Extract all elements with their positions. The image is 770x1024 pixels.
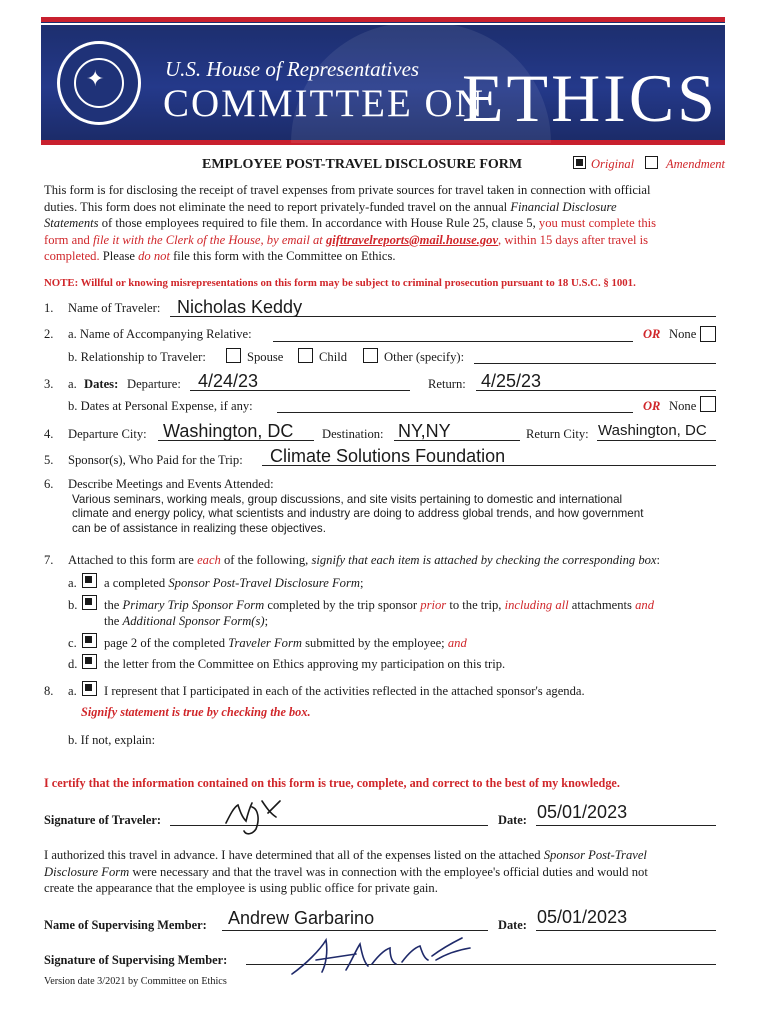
q3b-label: b. Dates at Personal Expense, if any:: [68, 399, 253, 413]
traveler-signature[interactable]: [222, 795, 302, 841]
departure-label: Departure:: [127, 377, 181, 391]
intro-line-4-red: form and: [44, 232, 90, 247]
intro-line-5-tail: file this form with the Committee on Ethics.: [173, 249, 396, 263]
intro-line-2-text: duties. This form does not eliminate the need to report privately-funded travel on the annual: [44, 199, 508, 214]
white-stripe: [41, 23, 725, 25]
intro-line-5: [44, 248, 656, 265]
q8b-label: b. If not, explain:: [68, 733, 156, 747]
q3b-or: OR: [643, 399, 661, 413]
banner-committee: COMMITTEE ON: [163, 82, 485, 125]
q7b-and: and: [635, 598, 654, 612]
auth-line-1-text: I authorized this travel in advance. I have determined that all of the expenses listed on the attached: [44, 848, 541, 862]
original-label: Original: [591, 157, 635, 171]
intro-line-2-italic: Financial Disclosure: [510, 199, 617, 214]
q1-number: 1.: [44, 301, 54, 315]
banner-ethics: ETHICS: [462, 60, 718, 136]
supervisor-name-field[interactable]: Andrew Garbarino: [228, 908, 375, 928]
q7b-t3: to the trip,: [449, 598, 502, 612]
q7c-t1: page 2 of the completed: [104, 636, 225, 650]
q7c-letter: c.: [68, 636, 77, 650]
q7a-checkbox[interactable]: [82, 573, 97, 588]
supervisor-date-label: Date:: [498, 918, 527, 932]
traveler-signature-label: Signature of Traveler:: [44, 813, 162, 827]
supervisor-name-label: Name of Supervising Member:: [44, 918, 207, 932]
return-city-field[interactable]: Washington, DC: [598, 422, 707, 439]
q7-intro-a: Attached to this form are: [68, 553, 194, 567]
amendment-checkbox[interactable]: [645, 156, 658, 169]
q8a-letter: a.: [68, 684, 77, 698]
traveler-name-field[interactable]: Nicholas Keddy: [177, 297, 303, 317]
q7-number: 7.: [44, 553, 54, 567]
q7b-line2-b: ;: [264, 614, 269, 628]
meetings-description-field[interactable]: [72, 493, 643, 536]
intro-line-4-tail: , within 15 days after travel is: [498, 232, 649, 247]
q7b-t4: attachments: [571, 598, 632, 612]
meetings-line-2: climate and energy policy, what scientists and industry are doing to address global trends, and how government: [72, 507, 644, 521]
certify-statement: I certify that the information contained on this form is true, complete, and correct to the best of my knowledge.: [44, 776, 620, 790]
intro-line-4: [44, 232, 656, 249]
intro-line-3-text: of those employees required to file them. In accordance with House Rule 25, clause 5,: [101, 216, 536, 230]
q2a-none-checkbox[interactable]: [700, 326, 716, 342]
q3b-none-label: None: [669, 399, 697, 413]
q7b-line-2: [104, 614, 268, 629]
meetings-line-3: can be of assistance in realizing these objectives.: [72, 521, 326, 535]
return-date-field[interactable]: 4/25/23: [481, 371, 542, 391]
q7b-line2-italic: Additional Sponsor Form(s): [122, 614, 265, 628]
supervisor-signature-label: Signature of Supervising Member:: [44, 953, 228, 967]
q7b-t2: completed by the trip sponsor: [267, 598, 418, 612]
q7b-prior: prior: [420, 598, 447, 612]
sponsor-field[interactable]: Climate Solutions Foundation: [270, 446, 506, 466]
departure-city-label: Departure City:: [68, 427, 147, 441]
traveler-date-field[interactable]: 05/01/2023: [537, 802, 628, 822]
auth-line-2: [44, 864, 648, 881]
red-stripe: [41, 17, 725, 22]
q7b-it1: Primary Trip Sponsor Form: [122, 598, 265, 612]
intro-do-not: do not: [138, 249, 170, 263]
q7b-letter: b.: [68, 598, 78, 612]
destination-field[interactable]: NY,NY: [398, 421, 451, 441]
other-checkbox[interactable]: [363, 348, 378, 363]
q7b-text: [104, 598, 654, 613]
q7d-text: the letter from the Committee on Ethics approving my participation on this trip.: [104, 657, 506, 671]
q6-number: 6.: [44, 477, 54, 491]
q3b-none-checkbox[interactable]: [700, 396, 716, 412]
supervisor-date-field[interactable]: 05/01/2023: [537, 907, 628, 927]
auth-line-1-italic: Sponsor Post-Travel: [543, 848, 647, 862]
q7a-t2: ;: [359, 576, 364, 590]
q7a-it1: Sponsor Post-Travel Disclosure Form: [168, 576, 360, 590]
house-seal-icon: ✦: [57, 41, 141, 125]
child-checkbox[interactable]: [298, 348, 313, 363]
destination-label: Destination:: [322, 427, 384, 441]
q2a-none-label: None: [669, 327, 697, 341]
q7b-including-all: including all: [504, 598, 569, 612]
q7c-checkbox[interactable]: [82, 633, 97, 648]
authorization-paragraph: [44, 847, 648, 897]
q2a-label: a. Name of Accompanying Relative:: [68, 327, 252, 341]
q3a-letter: a.: [68, 377, 77, 391]
departure-city-field[interactable]: Washington, DC: [163, 421, 294, 441]
note-warning: NOTE: Willful or knowing misrepresentations on this form may be subject to criminal prosecution pursuant to 18 U.S.C. § 1001.: [44, 277, 636, 289]
intro-line-4-italic: file it with the Clerk of the House, by email at: [92, 232, 323, 247]
q7b-t1: the: [104, 598, 120, 612]
q7-intro: Attached to this form are each of the following, signify that each item is attached by checking the corresponding box:: [68, 553, 661, 567]
meetings-label: Describe Meetings and Events Attended:: [68, 477, 274, 491]
q5-number: 5.: [44, 453, 54, 467]
traveler-date-line: [536, 825, 716, 826]
q7a-text: [104, 576, 363, 591]
q7c-t2: submitted by the employee;: [305, 636, 445, 650]
q7d-letter: d.: [68, 657, 78, 671]
q7-intro-b: of the following,: [224, 553, 309, 567]
header-banner: [41, 17, 725, 145]
sponsor-label: Sponsor(s), Who Paid for the Trip:: [68, 453, 243, 467]
intro-paragraph: [44, 182, 656, 265]
return-city-line: [597, 440, 716, 441]
relative-name-field[interactable]: [273, 341, 633, 342]
q4-number: 4.: [44, 427, 54, 441]
q8-number: 8.: [44, 684, 54, 698]
auth-line-3: create the appearance that the employee is using public office for private gain.: [44, 881, 438, 895]
q8a-checkbox[interactable]: [82, 681, 97, 696]
q7d-checkbox[interactable]: [82, 654, 97, 669]
traveler-date-label: Date:: [498, 813, 527, 827]
q3-dates-label: Dates:: [84, 377, 119, 391]
child-label: Child: [319, 350, 347, 364]
auth-line-2-text: were necessary and that the travel was in connection with the employee's official duties and would not: [132, 864, 648, 879]
q1-label: Name of Traveler:: [68, 301, 161, 315]
q7b-line2-a: the: [104, 614, 120, 628]
form-title: EMPLOYEE POST-TRAVEL DISCLOSURE FORM: [202, 157, 523, 172]
q7-each: each: [197, 553, 221, 567]
version-footer: Version date 3/2021 by Committee on Ethics: [44, 976, 227, 987]
traveler-signature-line: [170, 825, 488, 826]
meetings-line-1: Various seminars, working meals, group discussions, and site visits pertaining to domestic and international: [72, 493, 623, 506]
q7b-checkbox[interactable]: [82, 595, 97, 610]
intro-line-3-italic: Statements: [44, 216, 99, 230]
return-city-label: Return City:: [526, 427, 589, 441]
q8a-statement: I represent that I participated in each of the activities reflected in the attached sponsor's agenda.: [104, 684, 585, 698]
original-checkbox[interactable]: [573, 156, 586, 169]
q7c-and: and: [447, 636, 467, 650]
q7a-t1: a completed: [104, 576, 166, 590]
intro-line-5-red: completed.: [44, 249, 100, 263]
intro-line-1: This form is for disclosing the receipt of travel expenses from private sources for travel taken in connection with official: [44, 183, 651, 197]
q3-number: 3.: [44, 377, 54, 391]
other-specify-field[interactable]: [474, 363, 716, 364]
clerk-email-link[interactable]: gifttravelreports@mail.house.gov: [325, 232, 499, 247]
personal-dates-field[interactable]: [277, 412, 633, 413]
intro-line-3: [44, 215, 656, 232]
q2-number: 2.: [44, 327, 54, 341]
banner-subtitle: U.S. House of Representatives: [165, 57, 420, 81]
intro-line-3-red: you must complete this: [538, 216, 657, 230]
auth-line-1: [44, 847, 648, 864]
return-label: Return:: [428, 377, 466, 391]
departure-date-field[interactable]: 4/24/23: [198, 371, 259, 391]
q7-intro-italic: signify that each item is attached by checking the corresponding box: [311, 553, 657, 567]
supervisor-signature[interactable]: [286, 930, 476, 980]
spouse-label: Spouse: [247, 350, 284, 364]
q7a-letter: a.: [68, 576, 77, 590]
auth-line-2-italic: Disclosure Form: [44, 864, 130, 879]
q8-signify: Signify statement is true by checking the box.: [81, 705, 311, 719]
intro-line-5-text: Please: [102, 249, 135, 263]
q7c-text: [104, 636, 467, 651]
q7c-it1: Traveler Form: [228, 636, 302, 650]
amendment-label: Amendment: [666, 157, 726, 171]
other-label: Other (specify):: [384, 350, 465, 364]
intro-line-2: [44, 199, 656, 216]
supervisor-date-line: [536, 930, 716, 931]
spouse-checkbox[interactable]: [226, 348, 241, 363]
q2a-or: OR: [643, 327, 661, 341]
q2b-label: b. Relationship to Traveler:: [68, 350, 206, 364]
